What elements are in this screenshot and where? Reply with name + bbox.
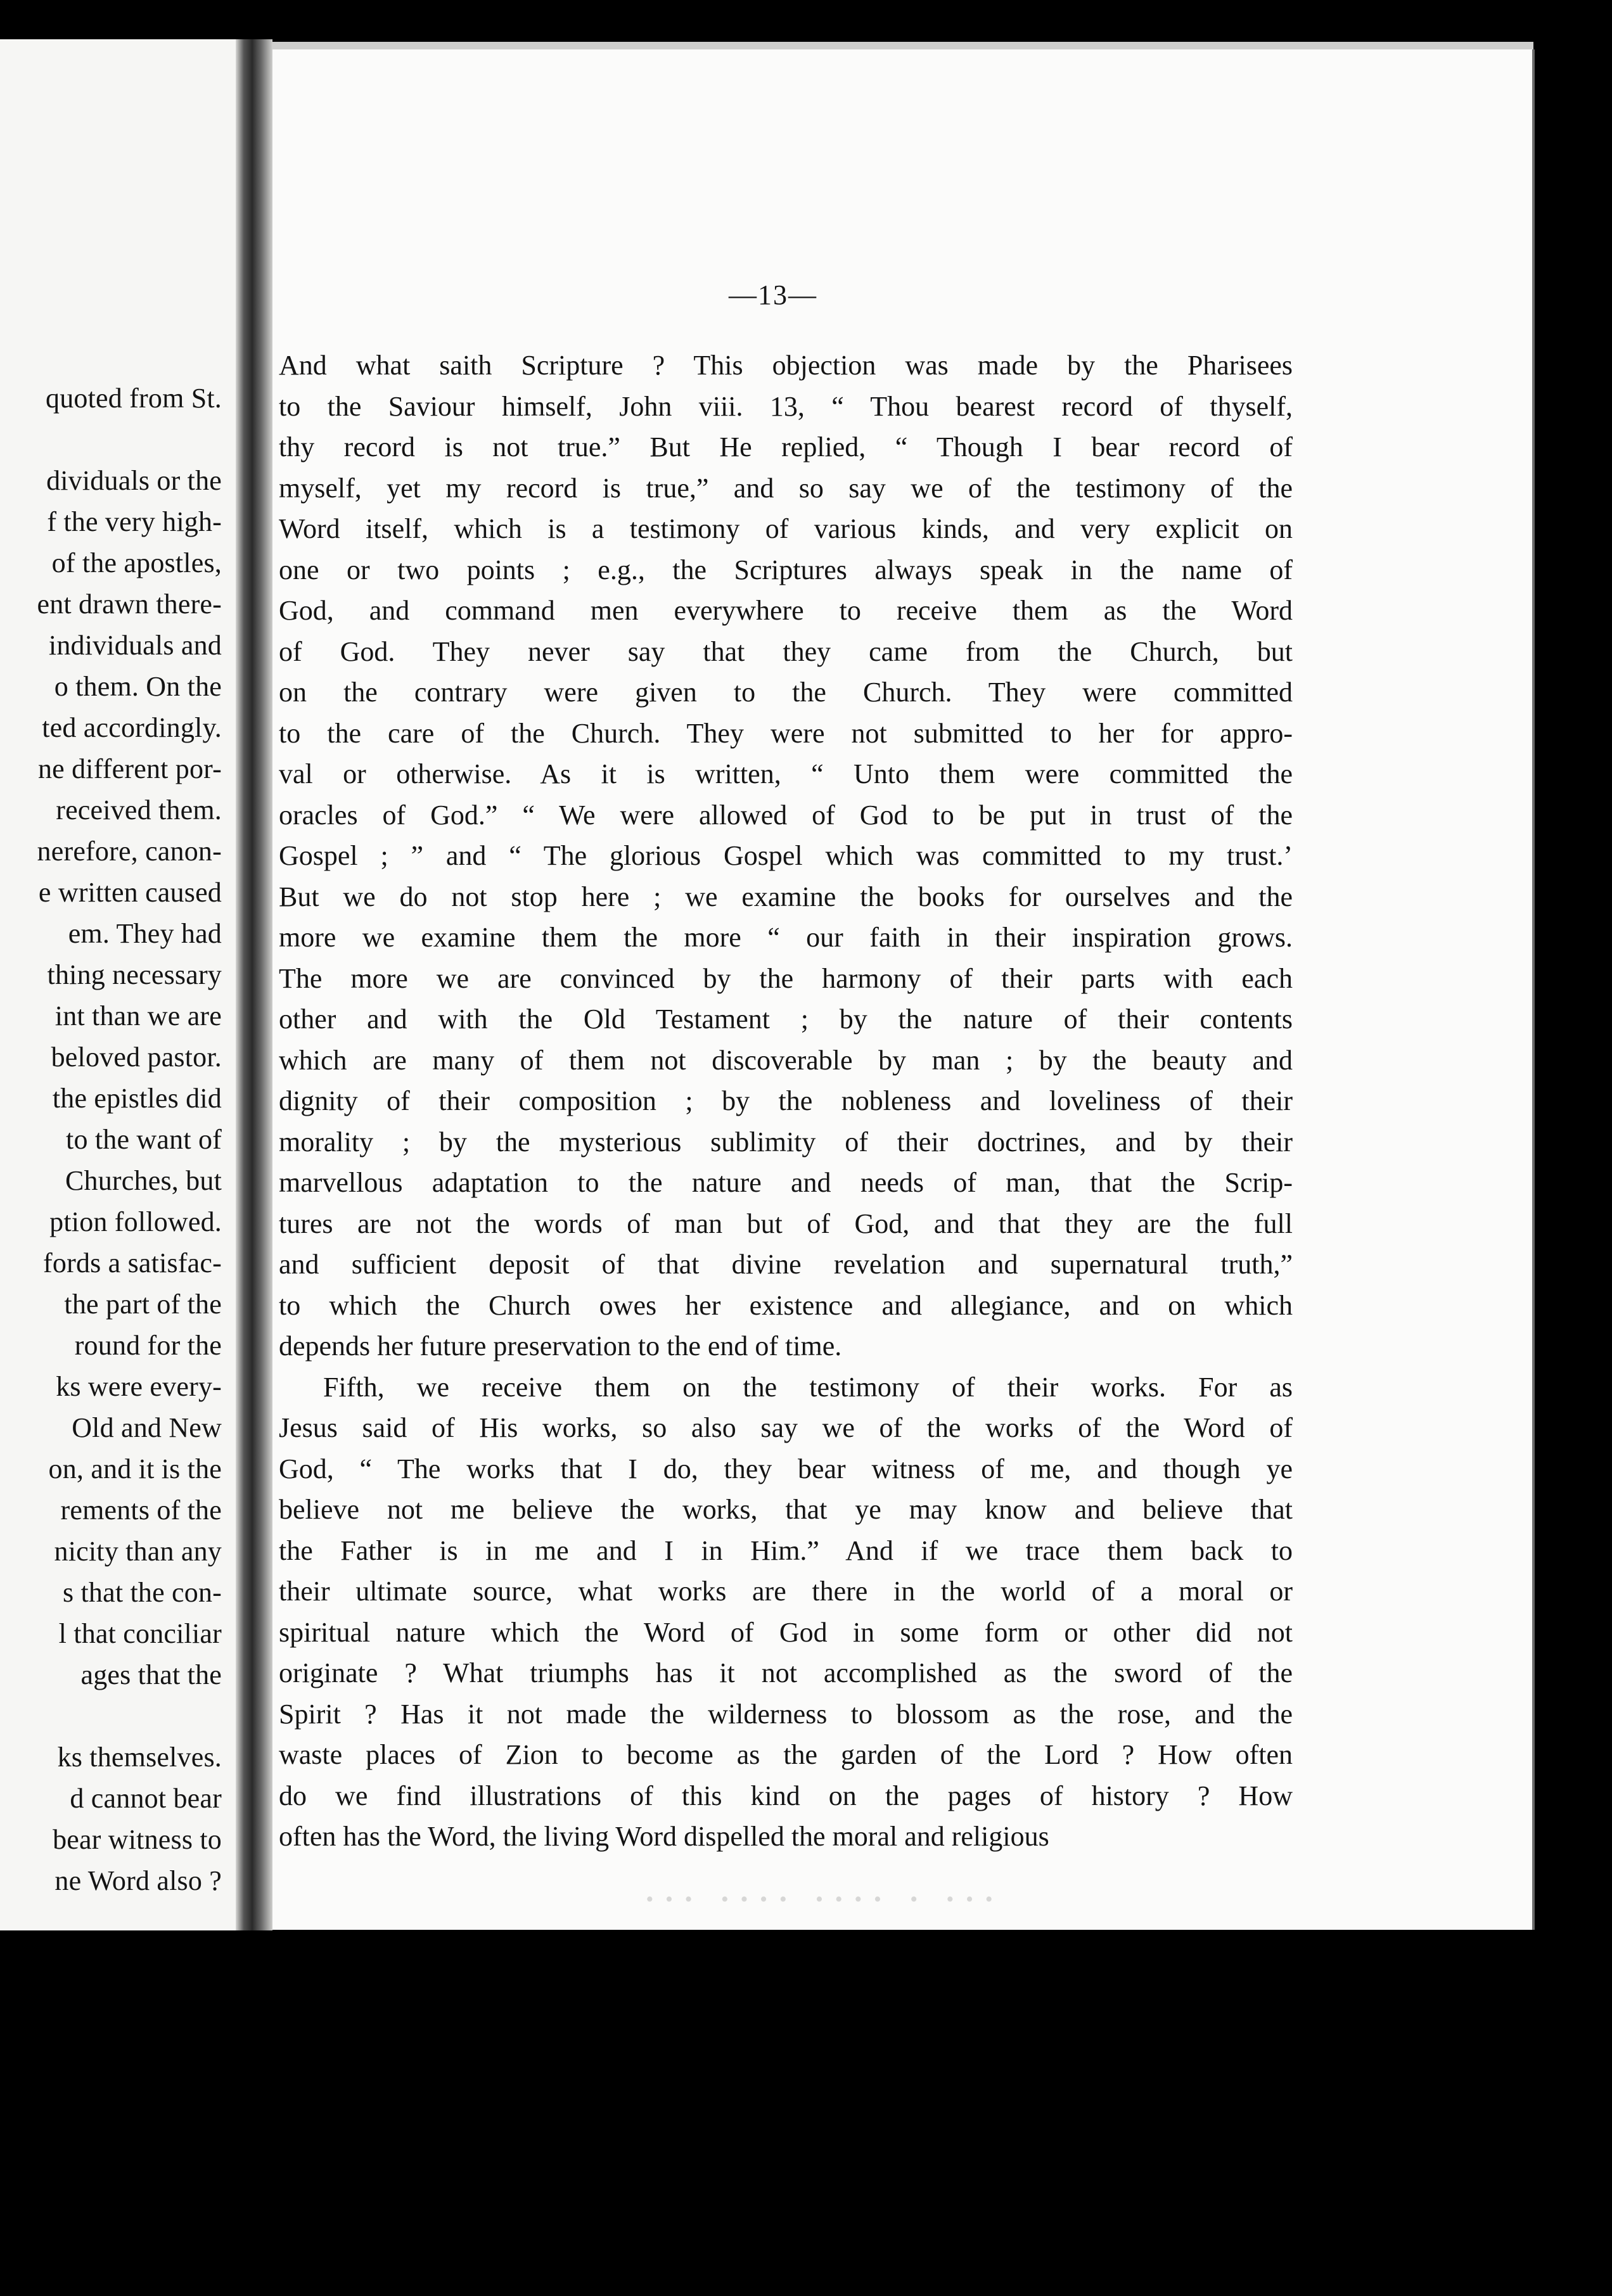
left-page-line: e written caused	[38, 877, 222, 908]
text-line: to which the Church owes her existence and allegiance, and on which	[279, 1289, 1293, 1321]
text-line: thy record is not true.” But He replied, “ Though I bear record of	[279, 431, 1293, 462]
left-page-line: of the apostles,	[51, 547, 222, 578]
text-line: But we do not stop here ; we examine the books for ourselves and the	[279, 881, 1293, 912]
left-page-line: ages that the	[80, 1659, 222, 1690]
left-page-line: fords a satisfac-	[43, 1247, 222, 1279]
left-page-line: em. They had	[68, 918, 222, 949]
text-line: oracles of God.” “ We were allowed of God to be put in trust of the	[279, 799, 1293, 831]
text-line: do we find illustrations of this kind on the pages of history ? How	[279, 1780, 1293, 1811]
left-page-line: d cannot bear	[70, 1783, 222, 1814]
text-line: Spirit ? Has it not made the wilderness to blossom as the rose, and the	[279, 1698, 1293, 1730]
left-page	[0, 39, 253, 1930]
left-page-line: quoted from St.	[46, 383, 222, 414]
text-line: God, “ The works that I do, they bear witness of me, and though ye	[279, 1453, 1293, 1484]
text-line: believe not me believe the works, that ye may know and believe that	[279, 1494, 1293, 1525]
text-line: Jesus said of His works, so also say we of the works of the Word of	[279, 1412, 1293, 1443]
left-page-line: Churches, but	[65, 1165, 222, 1196]
text-line: one or two points ; e.g., the Scriptures always speak in the name of	[279, 554, 1293, 585]
text-line: Word itself, which is a testimony of various kinds, and very explicit on	[279, 513, 1293, 544]
text-line: of God. They never say that they came from the Church, but	[279, 635, 1293, 667]
left-page-line: ted accordingly.	[42, 712, 222, 743]
book-gutter	[236, 39, 272, 1930]
text-line: often has the Word, the living Word dispelled the moral and religious	[279, 1821, 1049, 1852]
text-line: originate ? What triumphs has it not accomplished as the sword of the	[279, 1657, 1293, 1688]
left-page-line: received them.	[56, 794, 222, 826]
text-line: waste places of Zion to become as the garden of the Lord ? How often	[279, 1739, 1293, 1770]
scan-border-top	[0, 0, 1612, 39]
text-line: Fifth, we receive them on the testimony of their works. For as	[323, 1371, 1293, 1403]
left-page-line: round for the	[74, 1330, 222, 1361]
left-page-line: bear witness to	[53, 1824, 222, 1855]
left-page-line: nerefore, canon-	[37, 836, 222, 867]
text-line: tures are not the words of man but of God, and that they are the full	[279, 1208, 1293, 1239]
text-line: their ultimate source, what works are there in the world of a moral or	[279, 1576, 1293, 1607]
left-page-line: ent drawn there-	[37, 589, 222, 620]
left-page-line: o them. On the	[54, 671, 222, 702]
text-line: val or otherwise. As it is written, “ Unto them were committed the	[279, 758, 1293, 789]
scan-border-bottom	[0, 1930, 1612, 2296]
text-line: to the care of the Church. They were not submitted to her for appro-	[279, 717, 1293, 749]
left-page-line: beloved pastor.	[51, 1042, 222, 1073]
left-page-line: the part of the	[64, 1289, 222, 1320]
text-line: the Father is in me and I in Him.” And if we trace them back to	[279, 1534, 1293, 1566]
text-line: Gospel ; ” and “ The glorious Gospel which was committed to my trust.’	[279, 840, 1293, 871]
text-line: depends her future preservation to the end of time.	[279, 1330, 842, 1362]
left-page-line	[0, 419, 222, 460]
page-number: —13—	[729, 279, 817, 310]
left-page-text	[0, 378, 222, 1901]
text-line: morality ; by the mysterious sublimity of their doctrines, and by their	[279, 1126, 1293, 1158]
text-line: spiritual nature which the Word of God in some form or other did not	[279, 1616, 1293, 1648]
left-page-line: ne Word also ?	[54, 1865, 222, 1896]
left-page-line	[0, 1695, 222, 1737]
text-line: which are many of them not discoverable by man ; by the beauty and	[279, 1044, 1293, 1076]
text-line: And what saith Scripture ? This objection was made by the Pharisees	[279, 350, 1293, 381]
left-page-line: int than we are	[54, 1000, 222, 1031]
text-line: dignity of their composition ; by the nobleness and loveliness of their	[279, 1085, 1293, 1116]
left-page-line: ne different por-	[37, 753, 222, 784]
left-page-line: Old and New	[72, 1412, 222, 1443]
text-line: other and with the Old Testament ; by the nature of their contents	[279, 1004, 1293, 1035]
text-line: to the Saviour himself, John viii. 13, “ Thou bearest record of thyself,	[279, 390, 1293, 422]
left-page-line: dividuals or the	[46, 465, 222, 496]
left-page-line: the epistles did	[52, 1083, 222, 1114]
text-line: more we examine them the more “ our faith in their inspiration grows.	[279, 922, 1293, 953]
left-page-line: on, and it is the	[48, 1453, 222, 1484]
text-line: myself, yet my record is true,” and so say we of the testimony of the	[279, 472, 1293, 504]
main-text-body	[279, 345, 1293, 1858]
text-line: and sufficient deposit of that divine revelation and supernatural truth,”	[279, 1249, 1293, 1280]
left-page-line: ks were every-	[56, 1371, 222, 1402]
left-page-line: ption followed.	[49, 1206, 222, 1237]
left-page-line: individuals and	[48, 630, 222, 661]
text-line: on the contrary were given to the Church. They were committed	[279, 677, 1293, 708]
left-page-line: nicity than any	[54, 1536, 222, 1567]
left-page-line: rements of the	[60, 1495, 222, 1526]
left-page-line: f the very high-	[47, 506, 222, 537]
left-page-line: thing necessary	[47, 959, 222, 990]
left-page-line: ks themselves.	[57, 1742, 222, 1773]
left-page-line: l that conciliar	[58, 1618, 222, 1649]
left-page-line: to the want of	[66, 1124, 222, 1155]
text-line: The more we are convinced by the harmony of their parts with each	[279, 962, 1293, 994]
text-line: God, and command men everywhere to receive them as the Word	[279, 595, 1293, 626]
show-through-marks: ··· ···· ···· · ···	[644, 1881, 1004, 1917]
left-page-line: s that the con-	[62, 1577, 222, 1608]
text-line: marvellous adaptation to the nature and needs of man, that the Scrip-	[279, 1167, 1293, 1198]
